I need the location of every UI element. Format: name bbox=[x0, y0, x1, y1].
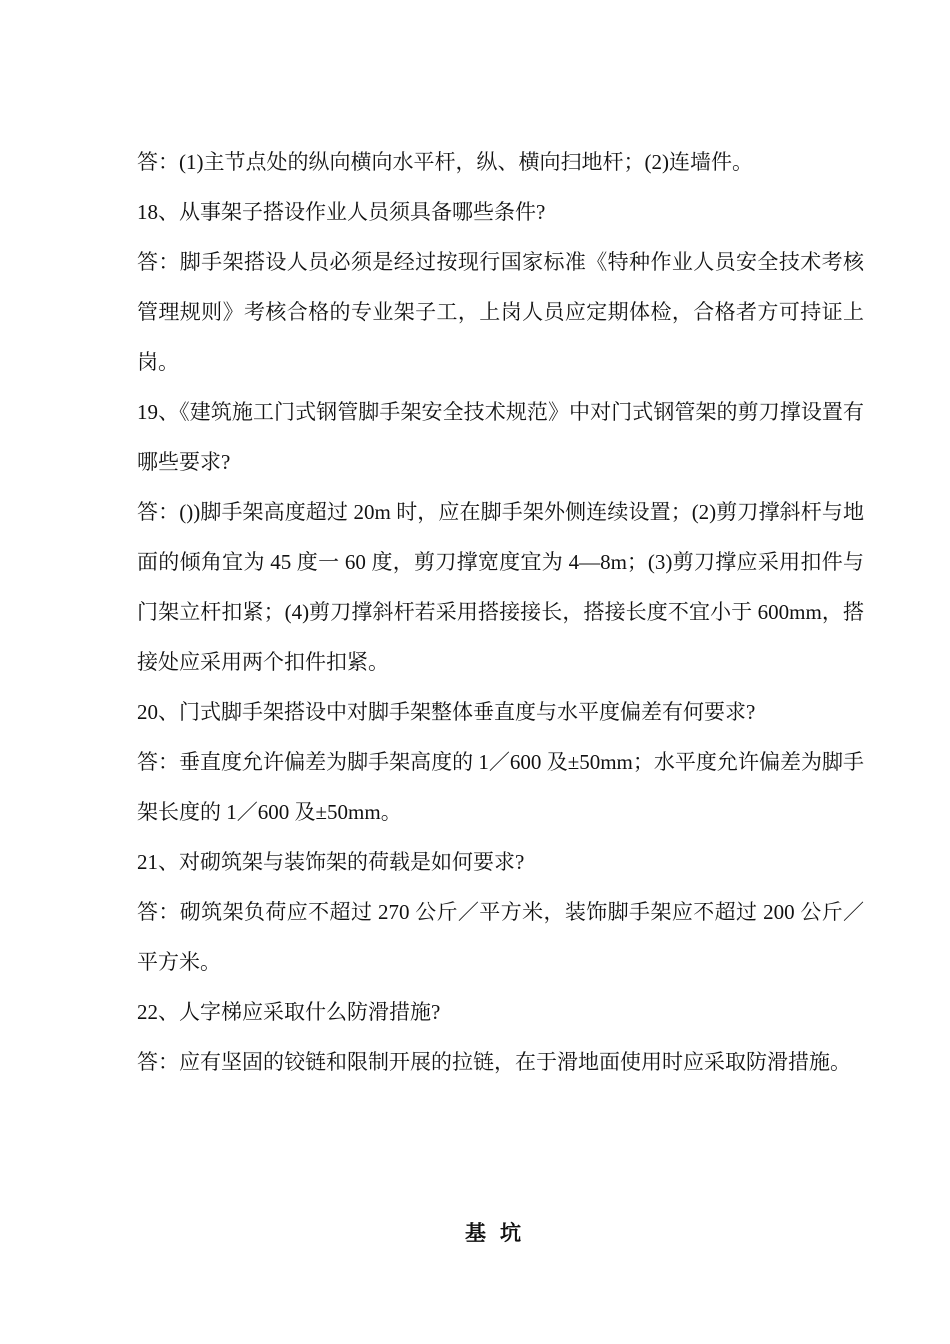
section-heading: 基坑 bbox=[465, 1221, 535, 1245]
question-19: 19、《建筑施工门式钢管脚手架安全技术规范》中对门式钢管架的剪刀撑设置有哪些要求? bbox=[137, 400, 864, 474]
question-20: 20、门式脚手架搭设中对脚手架整体垂直度与水平度偏差有何要求? bbox=[137, 700, 756, 724]
question-18: 18、从事架子搭设作业人员须具备哪些条件? bbox=[137, 200, 546, 224]
answer-22: 答：应有坚固的铰链和限制开展的拉链，在于滑地面使用时应采取防滑措施。 bbox=[137, 1050, 851, 1074]
answer-19: 答：())脚手架高度超过 20m 时，应在脚手架外侧连续设置；(2)剪刀撑斜杆与地面的倾角宜为 45 度一 60 度，剪刀撑宽度宜为 4—8m；(3)剪刀撑应采用扣件与门架立杆扣紧；(4)剪刀撑斜杆若采用搭接接长，搭接长度不宜小于 600mm，搭接处应采用两个扣件扣紧。 bbox=[137, 500, 864, 674]
answer-18: 答：脚手架搭设人员必须是经过按现行国家标准《特种作业人员安全技术考核管理规则》考核合格的专业架子工，上岗人员应定期体检，合格者方可持证上岗。 bbox=[137, 250, 864, 374]
answer-20: 答：垂直度允许偏差为脚手架高度的 1／600 及±50mm；水平度允许偏差为脚手架长度的 1／600 及±50mm。 bbox=[137, 750, 864, 824]
question-21: 21、对砌筑架与装饰架的荷载是如何要求? bbox=[137, 850, 525, 874]
answer-21: 答：砌筑架负荷应不超过 270 公斤／平方米，装饰脚手架应不超过 200 公斤／平方米。 bbox=[137, 900, 864, 974]
document-body bbox=[137, 137, 864, 1087]
answer-17: 答：(1)主节点处的纵向横向水平杆，纵、横向扫地杆；(2)连墙件。 bbox=[137, 150, 753, 174]
question-22: 22、人字梯应采取什么防滑措施? bbox=[137, 1000, 441, 1024]
